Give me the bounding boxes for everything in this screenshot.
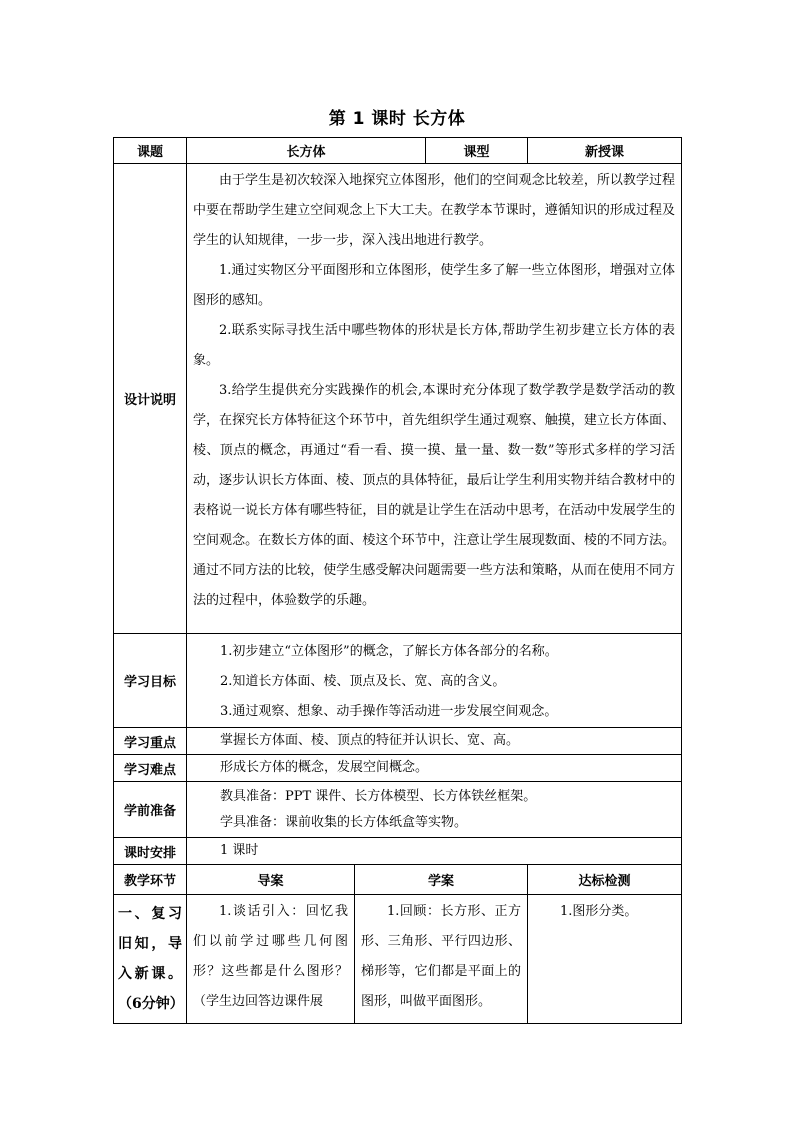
- design-paragraph: 2.联系实际寻找生活中哪些物体的形状是长方体,帮助学生初步建立长方体的表象。: [193, 323, 676, 368]
- process-check: 1.图形分类。: [560, 904, 638, 919]
- goals-content: [187, 634, 682, 728]
- design-paragraph: 由于学生是初次较深入地探究立体图形，他们的空间观念比较差，所以教学过程中要在帮助学生建立空间观念上下大工夫。在教学本节课时，遵循知识的形成过程及学生的认知规律，一步一步，深入浅出地进行教学。: [193, 173, 676, 248]
- design-row: [114, 164, 682, 634]
- goal-item: 3.通过观察、想象、动手操作等活动进一步发展空间观念。: [220, 704, 558, 719]
- schedule-row: [114, 838, 682, 865]
- prep-item: 学具准备：课前收集的长方体纸盒等实物。: [220, 814, 468, 830]
- goal-item: 1.初步建立“立体图形”的概念，了解长方体各部分的名称。: [220, 644, 558, 659]
- goals-row: [114, 634, 682, 728]
- process-stage: 一、复习旧知，导入新课。（6分钟）: [114, 895, 187, 1024]
- topic-label: 课题: [114, 138, 187, 164]
- key-point-row: [114, 728, 682, 755]
- schedule-text: 1 课时: [187, 838, 682, 865]
- design-paragraph: 1.通过实物区分平面图形和立体图形，使学生多了解一些立体图形，增强对立体图形的感知。: [193, 263, 676, 308]
- process-header-stage: 教学环节: [114, 865, 187, 895]
- difficulty-text: 形成长方体的概念，发展空间概念。: [187, 755, 682, 782]
- difficulty-label: 学习难点: [114, 755, 187, 782]
- schedule-label: 课时安排: [114, 838, 187, 865]
- prep-item: 教具准备：PPT 课件、长方体模型、长方体铁丝框架。: [220, 788, 537, 804]
- difficulty-row: [114, 755, 682, 782]
- type-value: 新授课: [528, 138, 682, 164]
- process-header-check: 达标检测: [528, 865, 682, 895]
- design-paragraph: 3.给学生提供充分实践操作的机会,本课时充分体现了数学教学是数学活动的教学，在探究长方体特征这个环节中，首先组织学生通过观察、触摸，建立长方体面、棱、顶点的概念，再通过“看一看、摸一摸、量一量、数一数”等形式多样的学习活动，逐步认识长方体面、棱、顶点的具体特征，最后让学生利用实物并结合教材中的表格说一说长方体有哪些特征，目的就是让学生在活动中思考，在活动中发展学生的空间观念。在数长方体的面、棱这个环节中，注意让学生展现数面、棱的不同方法。通过不同方法的比较，使学生感受解决问题需要一些方法和策略，从而在使用不同方法的过程中，体验数学的乐趣。: [193, 383, 676, 608]
- process-guide: 1.谈话引入：回忆我们以前学过哪些几何图形？这些都是什么图形？（学生边回答边课件展: [193, 904, 348, 1009]
- prep-content: [187, 782, 682, 838]
- process-header-row: [114, 865, 682, 895]
- process-header-guide: 导案: [187, 865, 355, 895]
- header-row: [114, 138, 682, 164]
- page-title: 第 1 课时 长方体: [328, 109, 466, 129]
- lesson-plan-table: [113, 137, 682, 1024]
- process-study: 1.回顾：长方形、正方形、三角形、平行四边形、梯形等，它们都是平面上的图形，叫做平面图形。: [361, 904, 522, 1009]
- type-label: 课型: [426, 138, 528, 164]
- prep-label: 学前准备: [114, 782, 187, 838]
- design-label: 设计说明: [114, 164, 187, 634]
- design-content: [187, 164, 682, 634]
- goals-label: 学习目标: [114, 634, 187, 728]
- key-point-text: 掌握长方体面、棱、顶点的特征并认识长、宽、高。: [187, 728, 682, 755]
- process-study-cell: [355, 895, 528, 1024]
- key-point-label: 学习重点: [114, 728, 187, 755]
- prep-row: [114, 782, 682, 838]
- topic-value: 长方体: [187, 138, 426, 164]
- process-check-cell: [528, 895, 682, 1024]
- process-row: [114, 895, 682, 1024]
- goal-item: 2.知道长方体面、棱、顶点及长、宽、高的含义。: [220, 674, 506, 689]
- process-guide-cell: [187, 895, 355, 1024]
- process-header-study: 学案: [355, 865, 528, 895]
